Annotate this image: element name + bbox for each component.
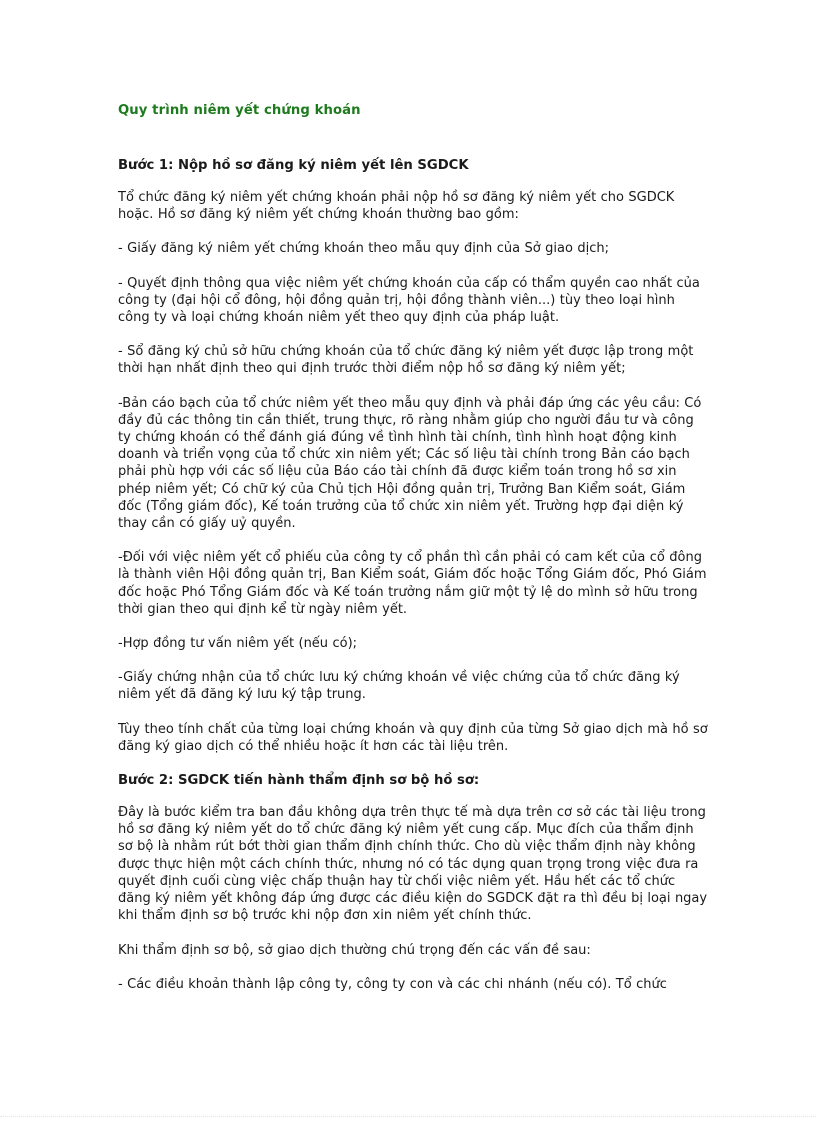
document-page <box>118 102 708 1010</box>
step-1-paragraph-closing: Tùy theo tính chất của từng loại chứng khoán và quy định của từng Sở giao dịch mà hồ sơ đăng ký giao dịch có thể nhiều hoặc ít hơn các tài liệu trên. <box>118 721 708 754</box>
section-step-1 <box>118 157 708 755</box>
step-2-heading: Bước 2: SGDCK tiến hành thẩm định sơ bộ hồ sơ: <box>118 773 480 789</box>
step-1-item-listing-decision: - Quyết định thông qua việc niêm yết chứng khoán của cấp có thẩm quyền cao nhất của công ty (đại hội cổ đông, hội đồng quản trị, hội đồng thành viên...) tùy theo loại hình công ty và loại chứng khoán niêm yết theo quy định của pháp luật. <box>118 275 700 326</box>
section-step-2 <box>118 772 708 993</box>
step-1-item-prospectus: -Bản cáo bạch của tổ chức niêm yết theo mẫu quy định và phải đáp ứng các yêu cầu: Có đầy đủ các thông tin cần thiết, trung thực, rõ ràng nhằm giúp cho người đầu tư và công ty chứng khoán có thể đánh giá đúng về tình hình tài chính, tình hình hoạt động kinh doanh và triển vọng của tổ chức xin niêm yết; Các số liệu tài chính trong Bản cáo bạch phải phù hợp với các số liệu của Báo cáo tài chính đã được kiểm toán trong hồ sơ xin phép niêm yết; Có chữ ký của Chủ tịch Hội đồng quản trị, Trưởng Ban Kiểm soát, Giám đốc (Tổng giám đốc), Kế toán trưởng của tổ chức xin niêm yết. Trường hợp đại diện ký thay cần có giấy uỷ quyền. <box>118 395 702 532</box>
step-1-paragraph-intro: Tổ chức đăng ký niêm yết chứng khoán phải nộp hồ sơ đăng ký niêm yết cho SGDCK hoặc. Hồ sơ đăng ký niêm yết chứng khoán thường bao gồm: <box>118 190 675 223</box>
step-2-item-articles: - Các điều khoản thành lập công ty, công ty con và các chi nhánh (nếu có). Tổ chức <box>118 976 667 992</box>
step-2-paragraph-focus: Khi thẩm định sơ bộ, sở giao dịch thường chú trọng đến các vấn đề sau: <box>118 942 591 958</box>
step-1-item-advisory-contract: -Hợp đồng tư vấn niêm yết (nếu có); <box>118 636 358 652</box>
step-1-item-shareholder-register: - Sổ đăng ký chủ sở hữu chứng khoán của tổ chức đăng ký niêm yết được lập trong một thời hạn nhất định theo qui định trước thời điểm nộp hồ sơ đăng ký niêm yết; <box>118 344 694 377</box>
page-bottom-divider <box>0 1115 816 1117</box>
step-2-paragraph-intro: Đây là bước kiểm tra ban đầu không dựa trên thực tế mà dựa trên cơ sở các tài liệu trong hồ sơ đăng ký niêm yết do tổ chức đăng ký niêm yết cung cấp. Mục đích của thẩm định sơ bộ là nhằm rút bớt thời gian thẩm định chính thức. Cho dù việc thẩm định này không được thực hiện một cách chính thức, nhưng nó có tác dụng quan trọng trong việc đưa ra quyết định cuối cùng việc chấp thuận hay từ chối việc niêm yết. Hầu hết các tổ chức đăng ký niêm yết không đáp ứng được các điều kiện do SGDCK đặt ra thì đều bị loại ngay khi thẩm định sơ bộ trước khi nộp đơn xin niêm yết chính thức. <box>118 805 708 924</box>
step-1-item-depository-certificate: -Giấy chứng nhận của tổ chức lưu ký chứng khoán về việc chứng của tổ chức đăng ký niêm yết đã đăng ký lưu ký tập trung. <box>118 670 680 703</box>
step-1-item-share-commitment: -Đối với việc niêm yết cổ phiếu của công ty cổ phần thì cần phải có cam kết của cổ đông là thành viên Hội đồng quản trị, Ban Kiểm soát, Giám đốc hoặc Tổng Giám đốc, Phó Giám đốc hoặc Phó Tổng Giám đốc và Kế toán trưởng nắm giữ một tỷ lệ do mình sở hữu trong thời gian theo qui định kể từ ngày niêm yết. <box>118 550 707 617</box>
document-title: Quy trình niêm yết chứng khoán <box>118 103 361 118</box>
step-1-item-registration-form: - Giấy đăng ký niêm yết chứng khoán theo mẫu quy định của Sở giao dịch; <box>118 241 609 257</box>
step-1-heading: Bước 1: Nộp hồ sơ đăng ký niêm yết lên SGDCK <box>118 158 469 173</box>
